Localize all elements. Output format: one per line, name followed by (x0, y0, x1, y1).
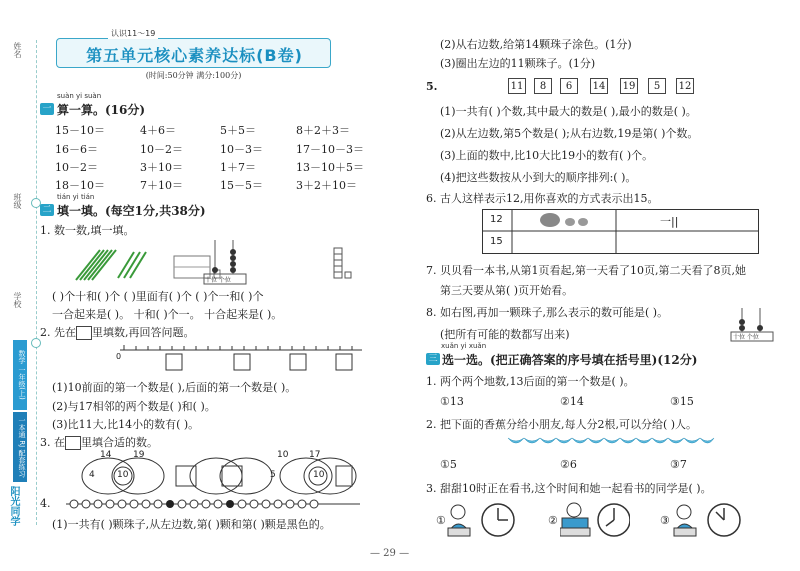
child-reading-clock-image (560, 500, 630, 540)
abacus-place-label: 十位 个位 (205, 277, 231, 284)
option[interactable]: ③ (660, 514, 670, 527)
s3-q1-label: 1. 两个两个地数,13后面的第一个数是( )。 (426, 375, 635, 388)
answer-box[interactable] (65, 436, 81, 450)
name-label: 姓名 (13, 42, 22, 58)
title-box (56, 38, 331, 68)
q2-sub1: (1)10前面的第一个数是( ),后面的第一个数是( )。 (52, 381, 297, 394)
q4-sub3: (3)圈出左边的11颗珠子。(1分) (440, 57, 596, 70)
logo: 阳光同学 (8, 486, 19, 526)
number-line (112, 340, 370, 374)
q7-line2: 第三天要从第( )页开始看。 (440, 284, 574, 297)
section1-title: 算一算。(16分) (57, 103, 146, 117)
option[interactable]: ①5 (440, 458, 457, 471)
calc-item: 1＋7＝ (220, 161, 256, 174)
diagram-number: 10 (277, 450, 289, 460)
calc-item: 3＋10＝ (140, 161, 183, 174)
calc-item: 15－5＝ (220, 179, 263, 192)
q2-sub3: (3)比11大,比14小的数有( )。 (52, 418, 200, 431)
page-number: — 29 — (370, 548, 410, 559)
option[interactable]: ②6 (560, 458, 577, 471)
q2-sub2: (2)与17相邻的两个数是( )和( )。 (52, 400, 216, 413)
q1-line1: ( )个十和( )个 ( )里面有( )个 ( )个一和( )个 (52, 290, 264, 303)
option[interactable]: ③15 (670, 395, 694, 408)
q8-line2: (把所有可能的数都写出来) (440, 328, 570, 341)
s3-q3-label: 3. 甜甜10时正在看书,这个时间和她一起看书的同学是( )。 (426, 482, 712, 495)
q5-label: 5. (426, 80, 438, 93)
q3-label: 3. 在 里填合适的数。 (40, 436, 158, 449)
q7-line1: 7. 贝贝看一本书,从第1页看起,第一天看了10页,第二天看了8页,她 (426, 264, 746, 277)
number-card: 5 (648, 78, 666, 94)
section2-number: 二 (40, 204, 54, 216)
q5-sub2: (2)从左边数,第5个数是( );从右边数,19是第( )个数。 (440, 127, 699, 140)
calc-item: 10－2＝ (140, 143, 183, 156)
option[interactable]: ① (436, 514, 446, 527)
number-card: 19 (620, 78, 638, 94)
q1-label: 1. 数一数,填一填。 (40, 224, 135, 237)
binding-line (36, 40, 37, 525)
number-card: 14 (590, 78, 608, 94)
tally-marks: 一|| (660, 215, 679, 228)
answer-box[interactable] (76, 326, 92, 340)
section3-pinyin: xuǎn yi xuǎn (441, 342, 487, 350)
section1-pinyin: suàn yi suàn (57, 92, 102, 100)
calc-item: 7＋10＝ (140, 179, 183, 192)
diagram-number: 17 (309, 450, 321, 460)
q5-sub1: (1)一共有( )个数,其中最大的数是( ),最小的数是( )。 (440, 105, 697, 118)
calc-item: 10－3＝ (220, 143, 263, 156)
calc-item: 4＋6＝ (140, 124, 176, 137)
calc-item: 15－10＝ (55, 124, 105, 137)
table-value-15: 15 (490, 236, 503, 247)
number-card: 12 (676, 78, 694, 94)
diagram-number: 4 (89, 470, 95, 480)
q5-sub3: (3)上面的数中,比10大比19小的数有( )个。 (440, 149, 654, 162)
section3-number: 三 (426, 353, 440, 365)
unit-tag: 认识11～19 (108, 28, 158, 39)
option[interactable]: ②14 (560, 395, 584, 408)
section3-title: 选一选。(把正确答案的序号填在括号里)(12分) (442, 353, 698, 367)
q5-sub4: (4)把这些数按从小到大的顺序排列:( )。 (440, 171, 637, 184)
q1-line2: 一合起来是( )。 十和( )个一。 十合起来是( )。 (52, 308, 283, 321)
number-card: 6 (560, 78, 578, 94)
beads-row (64, 496, 364, 512)
calc-item: 13－10＋5＝ (296, 161, 364, 174)
grade-tag: 数学 一年级(上) (13, 340, 27, 410)
number-card: 11 (508, 78, 526, 94)
s3-q2-label: 2. 把下面的香蕉分给小朋友,每人分2根,可以分给( )人。 (426, 418, 698, 431)
section1-number: 一 (40, 103, 54, 115)
q8-line1: 8. 如右图,再加一颗珠子,那么表示的数可能是( )。 (426, 306, 669, 319)
calc-item: 5＋5＝ (220, 124, 256, 137)
q6-label: 6. 古人这样表示12,用你喜欢的方式表示出15。 (426, 192, 659, 205)
calc-item: 3＋2＋10＝ (296, 179, 357, 192)
sticks-bundle-image (74, 244, 154, 284)
class-label: 班级 (13, 193, 22, 209)
ruler-bars-image (320, 246, 360, 282)
calc-item: 10－2＝ (55, 161, 98, 174)
page-title: 第五单元核心素养达标(B卷) (86, 46, 303, 65)
diagram-number: 10 (313, 470, 325, 480)
diagram-number: 14 (100, 450, 112, 460)
child-reading-clock-image (672, 500, 742, 540)
table-value-12: 12 (490, 214, 503, 225)
ancient-number-table (482, 209, 762, 255)
calc-item: 8＋2＋3＝ (296, 124, 350, 137)
school-label: 学校 (13, 292, 22, 308)
q4-sub2: (2)从右边数,给第14颗珠子涂色。(1分) (440, 38, 632, 51)
diagram-number: 19 (133, 450, 145, 460)
option[interactable]: ③7 (670, 458, 687, 471)
q4-sub1: (1)一共有( )颗珠子,从左边数,第( )颗和第( )颗是黑色的。 (52, 518, 331, 531)
exam-meta: (时间:50分钟 满分:100分) (145, 71, 242, 80)
diagram-number: 10 (117, 470, 129, 480)
section2-title: 填一填。(每空1分,共38分) (57, 204, 206, 218)
child-reading-clock-image (446, 500, 516, 540)
number-card: 8 (534, 78, 552, 94)
bananas-image (506, 434, 716, 450)
abacus-place-label: 十位 个位 (733, 334, 759, 341)
number-line-zero: 0 (116, 352, 122, 361)
q2-label: 2. 先在 里填数,再回答问题。 (40, 326, 195, 339)
calc-item: 17－10－3＝ (296, 143, 364, 156)
option[interactable]: ①13 (440, 395, 464, 408)
diagram-number: 5 (270, 470, 276, 480)
section2-pinyin: tián yi tián (57, 193, 95, 201)
publisher-tag: 一本通 RJ 配套练习 (13, 412, 27, 482)
option[interactable]: ② (548, 514, 558, 527)
q4-label: 4. (40, 497, 51, 510)
calc-item: 18－10＝ (55, 179, 105, 192)
calc-item: 16－6＝ (55, 143, 98, 156)
